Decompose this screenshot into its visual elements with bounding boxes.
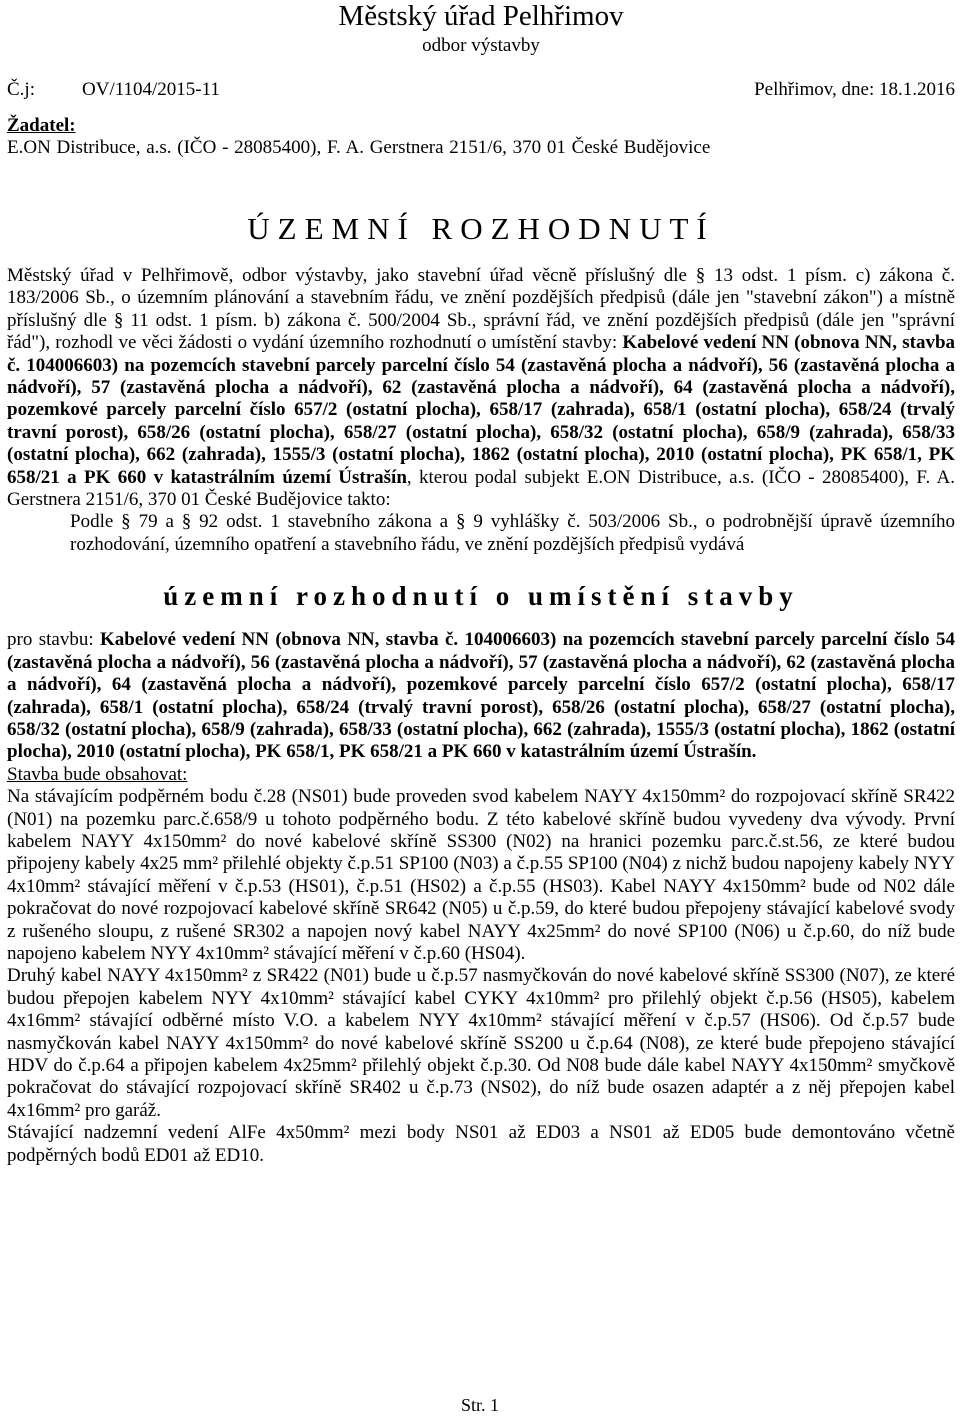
department-name: odbor výstavby [422, 35, 540, 56]
contents-paragraph-2: Druhý kabel NAYY 4x150mm² z SR422 (N01) bude u č.p.57 nasmyčkován do nové kabelové skříně SS300 (N07), ze které budou přepojen kabelem NYY 4x10mm² stávající kabel CYKY 4x10mm² pro přilehlý objekt č.p.56 (HS05), kabelem 4x16mm² stávající odběrné místo V.O. a kabelem NYY 4x10mm² stávající měření v č.p.57 (HS06). Od č.p.57 bude nasmyčkován kabel NAYY 4x150mm² do nové kabelové skříně SS200 u č.p.64 (N08), ze které bude přepojeno stávající HDV do č.p.64 a připojen kabelem 4x25mm² přilehlý objekt č.p.30. Od N08 bude dále kabel NAYY 4x150mm² smyčkově pokračovat do stávající rozpojovací skříně SR402 u č.p.73 (NS02), do níž bude osazen adaptér a z něj přepojen kabel 4x16mm² pro garáž. [7, 965, 955, 1121]
reference-number: OV/1104/2015-11 [82, 79, 220, 100]
intro-stavba-bold: Kabelové vedení NN (obnova NN, stavba č. 104006603) na pozemcích stavební parcely parcelní číslo 54 (zastavěná plocha a nádvoří), 56 (zastavěná plocha a nádvoří), 57 (zastavěná plocha a nádvoří), 62 (zastavěná plocha a nádvoří), 64 (zastavěná plocha a nádvoří), pozemkové parcely parcelní číslo 657/2 (ostatní plocha), 658/17 (zahrada), 658/1 (ostatní plocha), 658/24 (trvalý travní porost), 658/26 (ostatní plocha), 658/27 (ostatní plocha), 658/32 (ostatní plocha), 658/9 (zahrada), 658/33 (ostatní plocha), 662 (zahrada), 1555/3 (ostatní plocha), 1862 (ostatní plocha), 2010 (ostatní plocha), PK 658/1, PK 658/21 a PK 660 v katastrálním území Ústrašín [7, 332, 956, 488]
decision-bold: Kabelové vedení NN (obnova NN, stavba č. 104006603) na pozemcích stavební parcely parcelní číslo 54 (zastavěná plocha a nádvoří), 56 (zastavěná plocha a nádvoří), 57 (zastavěná plocha a nádvoří), 62 (zastavěná plocha a nádvoří), 64 (zastavěná plocha a nádvoří), pozemkové parcely parcelní číslo 657/2 (ostatní plocha), 658/17 (zahrada), 658/1 (ostatní plocha), 658/24 (trvalý travní porost), 658/26 (ostatní plocha), 658/27 (ostatní plocha), 658/32 (ostatní plocha), 658/9 (zahrada), 658/33 (ostatní plocha), 662 (zahrada), 1555/3 (ostatní plocha), 1862 (ostatní plocha), 2010 (ostatní plocha), PK 658/1, PK 658/21 a PK 660 v katastrálním území Ústrašín. [7, 629, 955, 763]
intro-paragraph [7, 265, 955, 511]
decision-paragraph [7, 629, 955, 763]
legal-basis-text: Podle § 79 a § 92 odst. 1 stavebního zákona a § 9 vyhlášky č. 503/2006 Sb., o podrobnější úpravě územního rozhodování, územního opatření a stavebního řádu, ve znění pozdějších předpisů vydává [70, 511, 955, 555]
contents-label: Stavba bude obsahovat: [7, 763, 188, 785]
applicant-value: E.ON Distribuce, a.s. (IČO - 28085400), F. A. Gerstnera 2151/6, 370 01 České Budějovice [7, 137, 711, 158]
reference-row [7, 79, 955, 101]
reference-label: Č.j: [7, 79, 35, 100]
legal-basis-paragraph [7, 511, 955, 556]
intro-text-end: , kterou podal subjekt E.ON Distribuce, a.s. (IČO - 28085400), F. A. Gerstnera 2151/6, 370 01 České Budějovice takto: [7, 466, 955, 511]
applicant-label: Žadatel: [7, 115, 76, 136]
page-number: Str. 1 [460, 1395, 499, 1415]
decision-title: územní rozhodnutí o umístění stavby [163, 581, 799, 612]
contents-paragraph-1: Na stávajícím podpěrném bodu č.28 (NS01) bude proveden svod kabelem NAYY 4x150mm² do rozpojovací skříně SR422 (N01) na pozemku parc.č.658/9 u tohoto podpěrného bodu. Z této kabelové skříně budou vyvedeny dva vývody. První kabelem NAYY 4x150mm² do nové kabelové skříně SS300 (N02) na hranici pozemku parc.č.st.56, ze které budou připojeny kabely 4x25 mm² přilehlé objekty č.p.51 SP100 (N03) a č.p.55 SP100 (N04) z nichž budou napojeny kabely NYY 4x10mm² stávající měření v č.p.53 (HS01), č.p.51 (HS02) a č.p.55 (HS03). Kabel NAYY 4x150mm² bude od N02 dále pokračovat do nové rozpojovací kabelové skříně SR642 (N05) u č.p.59, do které budou přepojeny stávající kabelové svody z rušeného sloupu, z rušené SR302 a napojen nový kabel NAYY 4x25mm² do nové SP100 (N06) u č.p.60, do níž bude napojeno kabelem NYY 4x10mm² stávající měření v č.p.60 (HS04). [7, 786, 955, 964]
decision-prefix: pro stavbu: [7, 629, 100, 651]
intro-text: Městský úřad v Pelhřimově, odbor výstavby, jako stavební úřad věcně příslušný dle § 13 odst. 1 písm. c) zákona č. 183/2006 Sb., o územním plánování a stavebním řádu, ve znění pozdějších předpisů (dále jen "stavební zákon") a místně příslušný dle § 11 odst. 1 písm. b) zákona č. 500/2004 Sb., správní řád, ve znění pozdějších předpisů (dále jen "správní řád"), rozhodl ve věci žádosti o vydání územního rozhodnutí o umístění stavby: [7, 265, 955, 354]
place-date: Pelhřimov, dne: 18.1.2016 [754, 79, 955, 100]
decision-heading: ÚZEMNÍ ROZHODNUTÍ [247, 211, 715, 246]
office-name: Městský úřad Pelhřimov [338, 0, 624, 32]
contents-paragraph-3: Stávající nadzemní vedení AlFe 4x50mm² mezi body NS01 až ED03 a NS01 až ED05 bude demontováno včetně podpěrných bodů ED01 až ED10. [7, 1122, 955, 1166]
document-page [7, 0, 955, 1167]
